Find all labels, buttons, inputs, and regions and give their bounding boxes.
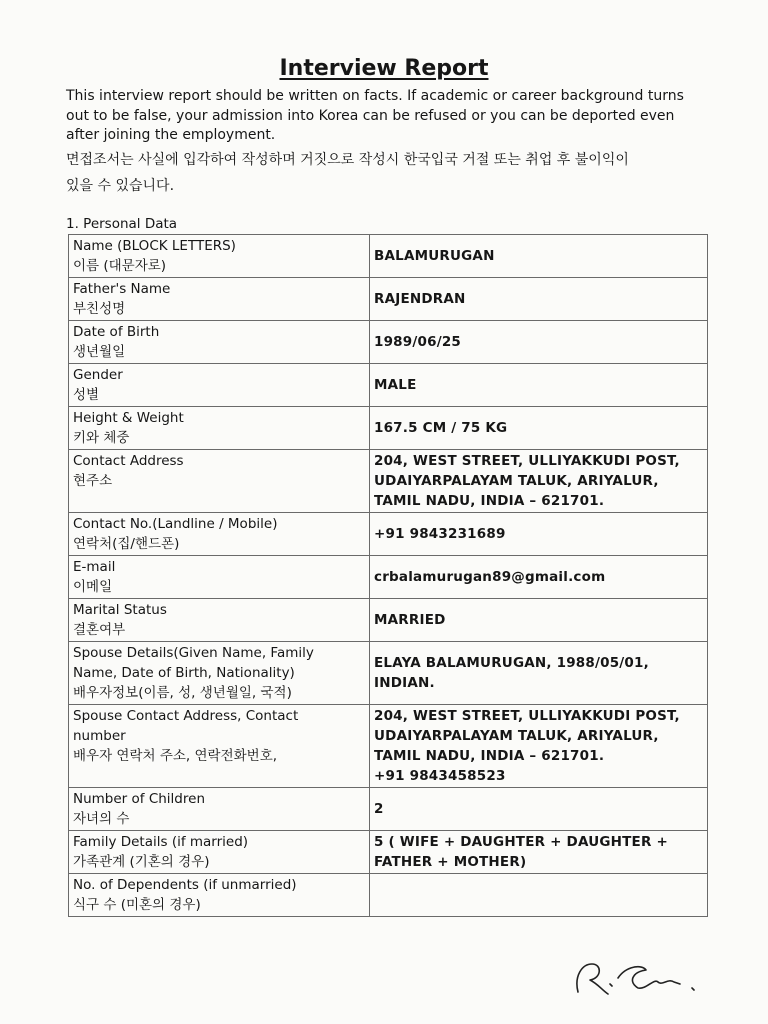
field-label xyxy=(69,450,370,513)
field-value-line: INDIAN. xyxy=(374,675,435,691)
field-label xyxy=(69,321,370,364)
field-label xyxy=(69,788,370,831)
table-row xyxy=(69,705,708,788)
field-value-line: BALAMURUGAN xyxy=(374,248,495,264)
section-title: 1. Personal Data xyxy=(66,216,178,232)
field-label-line: Family Details (if married) xyxy=(73,834,249,850)
field-label-line: 자녀의 수 xyxy=(73,811,130,827)
field-label-line: 성별 xyxy=(73,387,100,403)
field-value-line: MALE xyxy=(374,377,417,393)
field-label xyxy=(69,831,370,874)
intro-line: This interview report should be written on facts. If academic or career background turns xyxy=(66,88,684,104)
field-value xyxy=(370,788,708,831)
intro-line: out to be false, your admission into Korea can be refused or you can be deported even xyxy=(66,107,675,124)
table-row xyxy=(69,364,708,407)
field-label xyxy=(69,407,370,450)
field-value-line: +91 9843458523 xyxy=(374,768,506,784)
field-value xyxy=(370,642,708,705)
field-value-line: +91 9843231689 xyxy=(374,526,506,542)
field-label-line: 생년월일 xyxy=(73,344,126,360)
field-value xyxy=(370,874,708,917)
field-label xyxy=(69,235,370,278)
field-label xyxy=(69,599,370,642)
intro-ko-line: 면접조서는 사실에 입각하여 작성하며 거짓으로 작성시 한국입국 거절 또는 취업 후 불이익이 xyxy=(66,152,629,168)
page-title: Interview Report xyxy=(279,56,489,81)
field-value-line: UDAIYARPALAYAM TALUK, ARIYALUR, xyxy=(374,473,659,489)
table-row xyxy=(69,874,708,917)
field-value xyxy=(370,450,708,513)
field-label xyxy=(69,642,370,705)
field-value-line: 1989/06/25 xyxy=(374,334,462,350)
field-label-line: 이름 (대문자로) xyxy=(73,258,167,274)
field-label-line: 배우자정보(이름, 성, 생년월일, 국적) xyxy=(73,685,292,701)
table-row xyxy=(69,321,708,364)
field-label-line: Contact No.(Landline / Mobile) xyxy=(73,516,278,532)
field-value-line: FATHER + MOTHER) xyxy=(374,854,527,870)
field-label-line: Name, Date of Birth, Nationality) xyxy=(73,665,295,681)
field-value xyxy=(370,235,708,278)
intro-line: after joining the employment. xyxy=(66,127,276,143)
field-value xyxy=(370,321,708,364)
field-value-line: TAMIL NADU, INDIA – 621701. xyxy=(374,748,605,764)
field-label-line: Date of Birth xyxy=(73,324,160,340)
field-value xyxy=(370,407,708,450)
field-value xyxy=(370,705,708,788)
field-label-line xyxy=(73,491,365,511)
field-label-line: Number of Children xyxy=(73,791,205,807)
table-row xyxy=(69,450,708,513)
field-value xyxy=(370,278,708,321)
field-value xyxy=(370,364,708,407)
field-label-line: Name (BLOCK LETTERS) xyxy=(73,238,236,254)
field-label-line: 키와 체중 xyxy=(73,430,130,446)
field-label-line: 현주소 xyxy=(73,473,113,489)
field-label-line: 결혼여부 xyxy=(73,622,126,638)
field-label-line: 이메일 xyxy=(73,579,113,595)
field-label-line: Spouse Details(Given Name, Family xyxy=(73,645,314,661)
field-value-line: 2 xyxy=(374,801,384,817)
intro-ko-line: 있을 수 있습니다. xyxy=(66,178,175,194)
field-label-line: 연락처(집/핸드폰) xyxy=(73,536,180,552)
field-label-line: Father's Name xyxy=(73,281,171,297)
field-value-line: MARRIED xyxy=(374,612,446,628)
field-value xyxy=(370,831,708,874)
field-label-line: E-mail xyxy=(73,559,116,575)
field-value-line: UDAIYARPALAYAM TALUK, ARIYALUR, xyxy=(374,728,659,744)
field-value-line: 204, WEST STREET, ULLIYAKKUDI POST, xyxy=(374,453,680,469)
field-label-line: Gender xyxy=(73,367,123,383)
field-label-line xyxy=(73,766,365,786)
field-label xyxy=(69,556,370,599)
field-label-line: 식구 수 (미혼의 경우) xyxy=(73,897,201,913)
table-row xyxy=(69,235,708,278)
field-label-line: Marital Status xyxy=(73,602,167,618)
field-value-line: ELAYA BALAMURUGAN, 1988/05/01, xyxy=(374,655,649,671)
field-label-line: No. of Dependents (if unmarried) xyxy=(73,877,297,893)
field-value xyxy=(370,513,708,556)
table-row xyxy=(69,788,708,831)
signature xyxy=(572,948,768,1012)
field-label xyxy=(69,278,370,321)
intro-english xyxy=(66,87,726,146)
table-row xyxy=(69,556,708,599)
field-value xyxy=(370,556,708,599)
table-row xyxy=(69,831,708,874)
field-label-line: Contact Address xyxy=(73,453,184,469)
field-label-line: 가족관계 (기혼의 경우) xyxy=(73,854,210,870)
field-value-line: TAMIL NADU, INDIA – 621701. xyxy=(374,493,605,509)
field-value-line: RAJENDRAN xyxy=(374,291,466,307)
field-label-line: 부친성명 xyxy=(73,301,126,317)
field-value-line: 204, WEST STREET, ULLIYAKKUDI POST, xyxy=(374,708,680,724)
field-value-line: crbalamurugan89@gmail.com xyxy=(374,569,606,585)
table-row xyxy=(69,278,708,321)
field-value xyxy=(370,599,708,642)
field-label-line: Height & Weight xyxy=(73,410,184,426)
personal-data-table xyxy=(68,234,708,917)
table-row xyxy=(69,642,708,705)
field-label-line: number xyxy=(73,728,126,744)
table-row xyxy=(69,513,708,556)
table-row xyxy=(69,407,708,450)
field-label-line: 배우자 연락처 주소, 연락전화번호, xyxy=(73,748,278,764)
field-label xyxy=(69,705,370,788)
field-label xyxy=(69,874,370,917)
field-value-line: 5 ( WIFE + DAUGHTER + DAUGHTER + xyxy=(374,834,668,850)
field-label-line: Spouse Contact Address, Contact xyxy=(73,708,299,724)
table-row xyxy=(69,599,708,642)
field-label xyxy=(69,364,370,407)
field-value-line: 167.5 CM / 75 KG xyxy=(374,420,508,436)
field-label xyxy=(69,513,370,556)
intro-korean xyxy=(66,147,726,199)
